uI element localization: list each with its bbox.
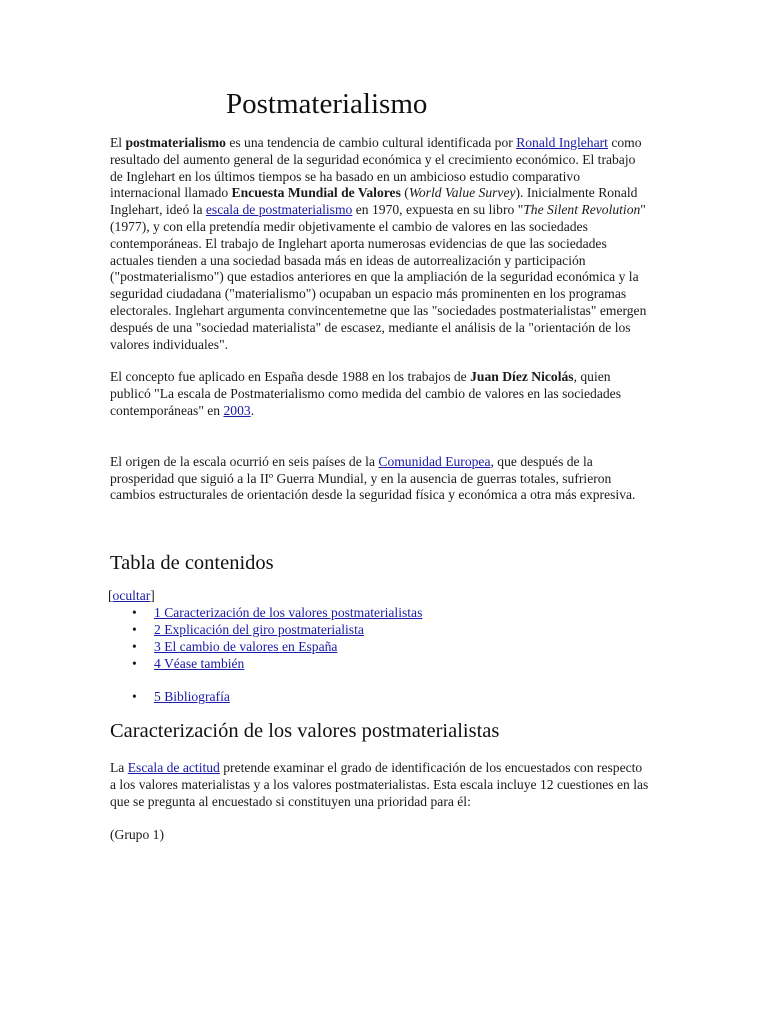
year-link[interactable]: 2003 [223,402,251,418]
intro-text-7: " (1977), y con ella pretendía medir objetivamente el cambio de valores en las sociedades contemporáneas. El trabajo de Inglehart aporta numerosas evidencias de que las sociedades actuales tienden a una sociedad basada más en ideas de autorrealización y participación ("postmaterialismo") que estadios anteriores en que la ampliación de la seguridad económica y la seguridad ciudadana ("materialismo") ocupaban un espacio más prominenten en los programas electorales. Inglehart argumenta convincentemetne que las "sociedades postmaterialistas" emergen después de una "sociedad materialista" de escasez, mediante el análisis de la "orientación de los valores individuales". [110,202,647,352]
intro-text-6: en 1970, expuesta en su libro " [352,202,524,218]
intro-text-5: ). Inicialmente Ronald Inglehart, ideó la [110,185,638,218]
toc-link-4[interactable]: 4 Véase también [154,655,245,671]
escala-link[interactable]: escala de postmaterialismo [205,202,353,218]
inglehart-link[interactable]: Ronald Inglehart [516,135,608,150]
intro-bold-term: postmaterialismo [125,135,226,150]
section-paragraph [110,760,650,810]
toc-bracket-open: [ [108,588,113,604]
bullet-icon: • [132,621,137,637]
document-page [110,86,650,843]
toc-list [110,605,650,706]
toc-item [132,656,650,673]
origin-text-2: , que después de la prosperidad que siguió a la IIº Guerra Mundial, y en la ausencia de guerras totales, sufrieron cambios estructurales de orientación desde la seguridad física y económica a otra más expresiva. [110,453,636,503]
toc-heading: Tabla de contenidos [110,552,274,575]
bullet-icon: • [132,605,137,621]
spain-text-2: , quien publicó "La escala de Postmaterialismo como medida del cambio de valores en las sociedades contemporáneas" en [110,369,621,418]
intro-text-1: El [110,135,126,150]
intro-text-4: ( [400,185,409,201]
group-label: (Grupo 1) [110,826,164,842]
section-text-2: pretende examinar el grado de identificación de los encuestados con respecto a los valores materialistas y a los valores postmaterialistas. Esta escala incluye 12 cuestiones en las que se pregunta al encuestado si constituyen una prioridad para él: [110,760,649,809]
spain-bold-author: Juan Díez Nicolás [470,369,574,385]
spain-paragraph [110,369,650,419]
section-text-1: La [110,760,128,776]
intro-text-3: como resultado del aumento general de la seguridad económica y el crecimiento económico. El trabajo de Inglehart en los últimos tiempos se ha basado en un ambicioso estudio comparativo internacional llamado [110,135,642,201]
bullet-icon: • [132,689,137,705]
origin-text-1: El origen de la escala ocurrió en seis países de la [110,453,379,469]
intro-paragraph [110,135,650,353]
intro-bold-survey: Encuesta Mundial de Valores [231,185,401,201]
page-title: Postmaterialismo [226,88,428,120]
bullet-icon: • [132,655,137,671]
hide-toc-link[interactable]: ocultar [112,588,151,604]
bullet-icon: • [132,638,137,654]
toc-link-5[interactable]: 5 Bibliografía [154,689,230,705]
toc-toggle [108,588,650,604]
toc-bracket-close: ] [150,588,155,604]
toc-link-3[interactable]: 3 El cambio de valores en España [154,638,338,654]
escala-actitud-link[interactable]: Escala de actitud [127,760,220,776]
comunidad-europea-link[interactable]: Comunidad Europea [378,453,491,469]
origin-paragraph [110,454,650,504]
spain-text-1: El concepto fue aplicado en España desde 1988 en los trabajos de [110,369,471,385]
toc-item [132,639,650,656]
intro-italic-survey: World Value Survey [408,185,516,201]
intro-text-2: es una tendencia de cambio cultural identificada por [225,135,517,150]
spain-text-3: . [250,402,255,418]
toc-link-1[interactable]: 1 Caracterización de los valores postmaterialistas [154,605,423,621]
toc-link-2[interactable]: 2 Explicación del giro postmaterialista [154,621,364,637]
intro-italic-book: The Silent Revolution [523,202,641,218]
section-heading: Caracterización de los valores postmaterialistas [110,720,500,743]
toc-item [132,689,650,706]
toc-item [132,605,650,622]
toc-item [132,622,650,639]
